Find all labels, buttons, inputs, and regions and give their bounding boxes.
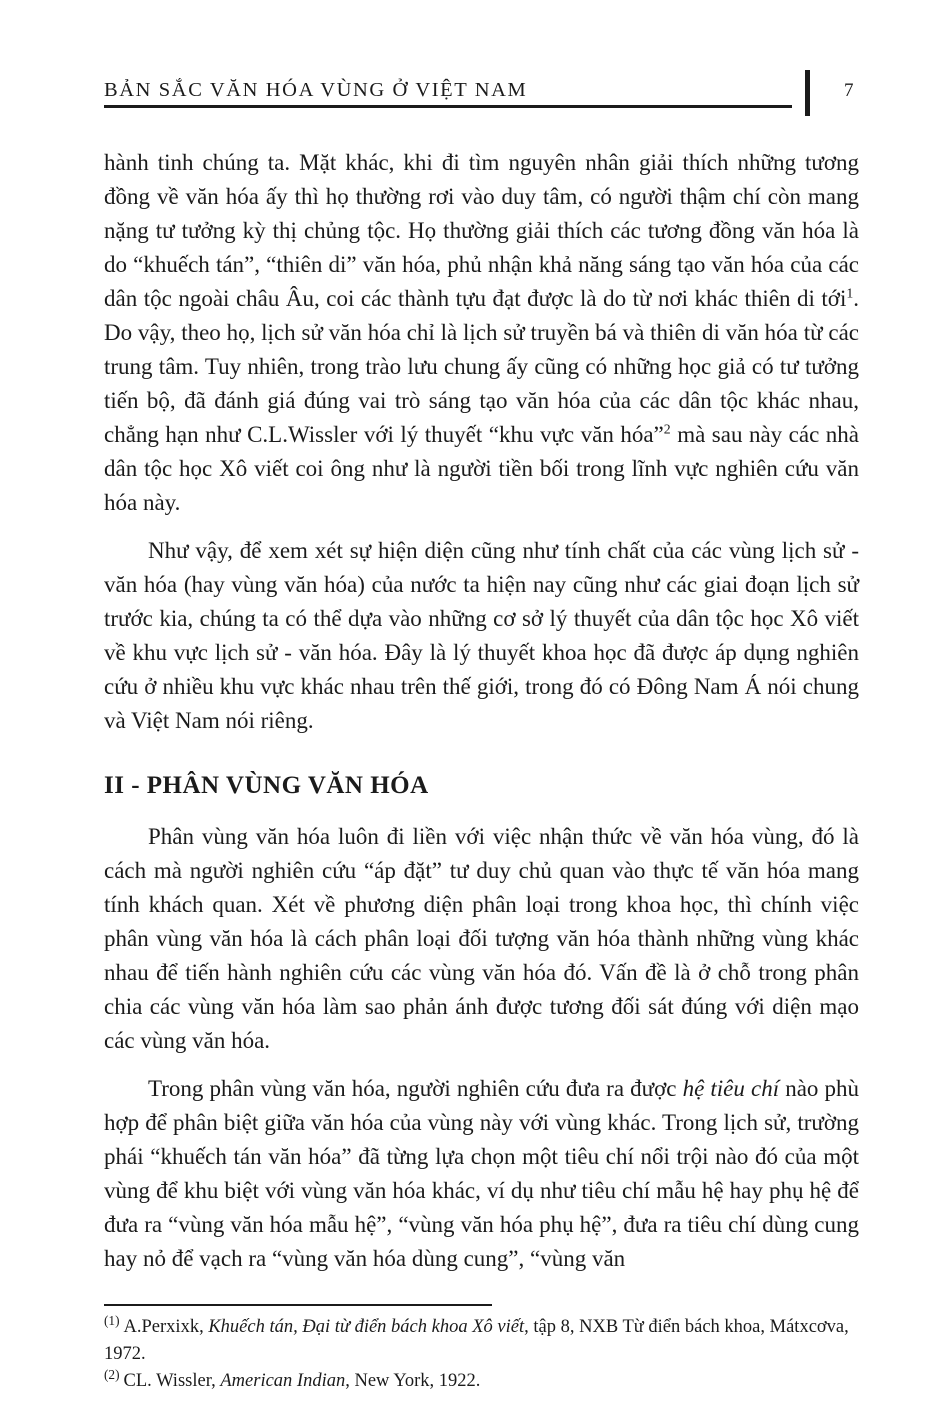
header-title-rule	[104, 72, 792, 108]
footnote-area	[104, 1304, 859, 1395]
paragraph-4-italic-term: hệ tiêu chí	[682, 1076, 780, 1101]
footnote-2-marker: (2)	[104, 1366, 120, 1382]
footnote-ref-1: 1	[846, 285, 854, 301]
footnote-1	[104, 1314, 859, 1368]
paragraph-1	[104, 146, 859, 520]
paragraph-3: Phân vùng văn hóa luôn đi liền với việc nhận thức về văn hóa vùng, đó là cách mà người nghiên cứu “áp đặt” tư duy chủ quan vào thực tế văn hóa mang tính khách quan. Xét về phương diện phân loại trong khoa học, thì chính việc phân vùng văn hóa là cách phân loại đối tượng văn hóa thành những vùng khác nhau để tiến hành nghiên cứu các vùng văn hóa đó. Vấn đề là ở chỗ trong phân chia các vùng văn hóa làm sao phản ánh được tương đối sát đúng với diện mạo các vùng văn hóa.	[104, 824, 859, 1053]
paragraph-2: Như vậy, để xem xét sự hiện diện cũng như tính chất của các vùng lịch sử - văn hóa (hay vùng văn hóa) của nước ta hiện nay cũng như các giai đoạn lịch sử trước kia, chúng ta có thể dựa vào những cơ sở lý thuyết của dân tộc học Xô viết về khu vực lịch sử - văn hóa. Đây là lý thuyết khoa học đã được áp dụng nghiên cứu ở nhiều khu vực khác nhau trên thế giới, trong đó có Đông Nam Á nói chung và Việt Nam nói riêng.	[104, 538, 859, 733]
footnote-ref-2: 2	[663, 421, 671, 437]
paragraph-4-text-b: nào phù hợp để phân biệt giữa văn hóa của vùng này với vùng khác. Trong lịch sử, trường phái “khuếch tán văn hóa” đã từng lựa chọn một tiêu chí nổi trội nào đó của một vùng để khu biệt với vùng văn hóa khác, ví dụ như tiêu chí mẫu hệ hay phụ hệ để đưa ra “vùng văn hóa mẫu hệ”, “vùng văn hóa phụ hệ”, đưa ra tiêu chí dùng cung hay nỏ để vạch ra “vùng văn hóa dùng cung”, “vùng văn	[104, 1076, 860, 1271]
footnote-2	[104, 1368, 859, 1395]
header-divider-bar	[805, 70, 810, 116]
footnote-1-text-b: , tập 8, NXB Từ điển bách khoa, Mátxcơva, 1972.	[104, 1317, 849, 1364]
paragraph-4-text-a: Trong phân vùng văn hóa, người nghiên cứu đưa ra được	[148, 1076, 683, 1101]
paragraph-4	[104, 1072, 859, 1276]
footnote-separator	[104, 1304, 492, 1306]
footnote-1-title: Khuếch tán, Đại từ điển bách khoa Xô viết	[208, 1317, 525, 1337]
page-header	[104, 72, 859, 118]
running-header-title: BẢN SẮC VĂN HÓA VÙNG Ở VIỆT NAM	[104, 79, 528, 101]
footnote-1-text-a: A.Perxixk,	[123, 1317, 209, 1337]
paragraph-1-text-c: mà sau này các nhà dân tộc học Xô viết coi ông như là người tiền bối trong lĩnh vực nghiên cứu văn hóa này.	[104, 422, 859, 515]
footnote-2-text-a: CL. Wissler,	[123, 1371, 221, 1391]
page-number: 7	[844, 80, 854, 101]
footnote-1-marker: (1)	[104, 1312, 120, 1328]
paragraph-1-text-b: . Do vậy, theo họ, lịch sử văn hóa chỉ là lịch sử truyền bá và thiên di văn hóa từ các trung tâm. Tuy nhiên, trong trào lưu chung ấy cũng có những học giả có tư tưởng tiến bộ, đã đánh giá đúng vai trò sáng tạo văn hóa của các dân tộc khác nhau, chẳng hạn như C.L.Wissler với lý thuyết “khu vực văn hóa”	[104, 286, 859, 447]
section-heading: II - PHÂN VÙNG VĂN HÓA	[104, 772, 429, 799]
page-body	[104, 146, 859, 1276]
footnote-2-text-b: , New York, 1922.	[345, 1371, 481, 1391]
footnote-2-title: American Indian	[220, 1371, 346, 1391]
paragraph-1-text-a: hành tinh chúng ta. Mặt khác, khi đi tìm nguyên nhân giải thích những tương đồng về văn hóa ấy thì họ thường rơi vào duy tâm, có người thậm chí còn mang nặng tư tưởng kỳ thị chủng tộc. Họ thường giải thích các tương đồng văn hóa là do “khuếch tán”, “thiên di” văn hóa, phủ nhận khả năng sáng tạo văn hóa của các dân tộc ngoài châu Âu, coi các thành tựu đạt được là do từ nơi khác thiên di tới	[104, 150, 859, 311]
